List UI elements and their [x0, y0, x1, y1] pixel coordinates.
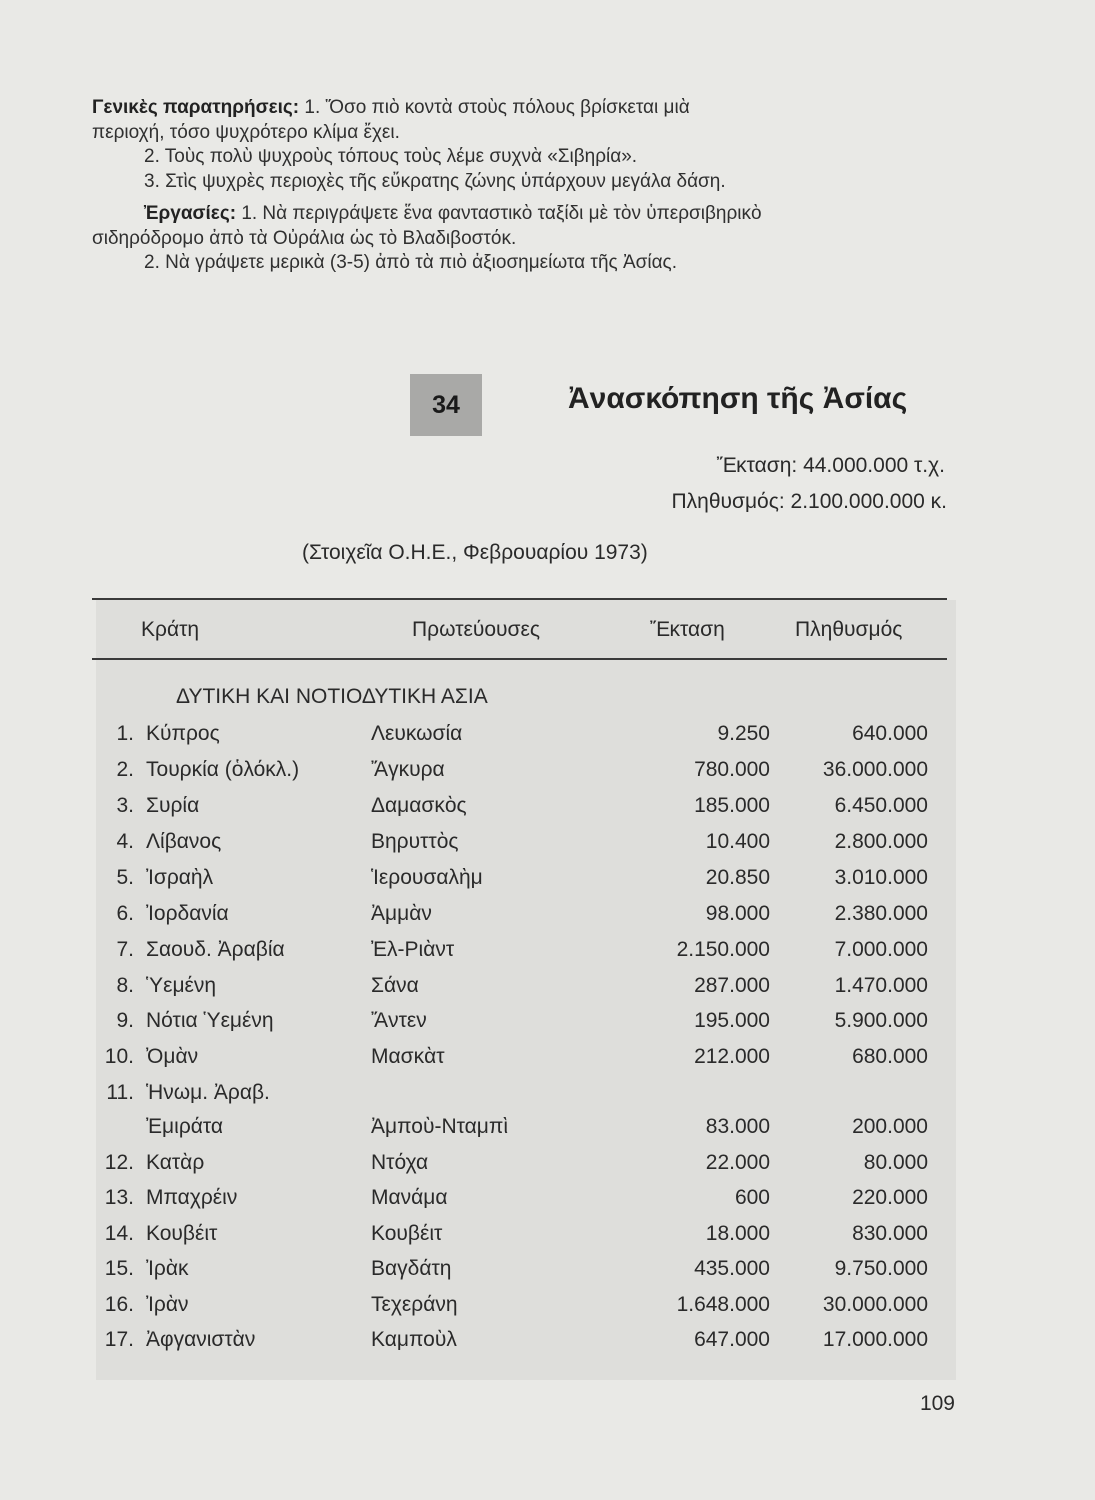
task-1-text: 1. Νὰ περιγράψετε ἕνα φανταστικὸ ταξίδι μὲ τὸν ὑπερσιβηρικὸ: [241, 203, 762, 224]
table-row: [0, 1081, 1095, 1115]
cell-area: 435.000: [694, 1257, 770, 1280]
cell-state: Τουρκία (ὁλόκλ.): [146, 758, 300, 781]
table-row: [0, 1222, 1095, 1256]
cell-area: 2.150.000: [676, 938, 770, 961]
cell-area: 1.648.000: [676, 1293, 770, 1316]
cell-population: 9.750.000: [834, 1257, 928, 1280]
table-row: [0, 902, 1095, 936]
cell-area: 10.400: [705, 830, 770, 853]
cell-population: 2.800.000: [834, 830, 928, 853]
cell-area: 647.000: [694, 1328, 770, 1351]
cell-area: 600: [734, 1186, 770, 1209]
table-row: [0, 1293, 1095, 1327]
cell-capital: Σάνα: [371, 974, 419, 997]
table-row: [0, 866, 1095, 900]
page-number: 109: [919, 1392, 955, 1415]
total-population: Πληθυσμός: 2.100.000.000 κ.: [671, 490, 947, 513]
cell-population: 2.380.000: [834, 902, 928, 925]
cell-capital: Καμποὺλ: [371, 1328, 457, 1351]
cell-population: 830.000: [852, 1222, 928, 1245]
cell-area: 22.000: [705, 1151, 770, 1174]
header-population: Πληθυσμός: [795, 618, 903, 641]
cell-num: 10.: [104, 1045, 134, 1068]
table-row: [0, 794, 1095, 828]
cell-state: Ἀφγανιστὰν: [146, 1328, 256, 1351]
cell-population: 6.450.000: [834, 794, 928, 817]
cell-capital: Ἄντεν: [371, 1009, 427, 1032]
cell-num: 3.: [116, 794, 134, 817]
cell-area: 98.000: [705, 902, 770, 925]
tasks-label: Ἐργασίες:: [144, 203, 237, 224]
cell-capital: Ἐλ-Ριὰντ: [371, 938, 455, 961]
cell-state: Νότια Ὑεμένη: [146, 1009, 274, 1032]
cell-population: 200.000: [852, 1115, 928, 1138]
table-row: [0, 1115, 1095, 1149]
table-row: [0, 974, 1095, 1008]
cell-num: 1.: [116, 722, 134, 745]
cell-capital: Ἱερουσαλὴμ: [371, 866, 483, 889]
cell-num: 4.: [116, 830, 134, 853]
cell-num: 2.: [116, 758, 134, 781]
cell-capital: Ἀμμὰν: [371, 902, 432, 925]
cell-capital: Βηρυττὸς: [371, 830, 459, 853]
cell-num: 17.: [104, 1328, 134, 1351]
cell-area: 780.000: [694, 758, 770, 781]
cell-population: 80.000: [863, 1151, 928, 1174]
cell-num: 8.: [116, 974, 134, 997]
cell-area: 18.000: [705, 1222, 770, 1245]
data-source: (Στοιχεῖα Ο.Η.Ε., Φεβρουαρίου 1973): [302, 541, 648, 564]
cell-population: 680.000: [852, 1045, 928, 1068]
cell-num: 14.: [104, 1222, 134, 1245]
cell-state: Ὀμὰν: [146, 1045, 199, 1068]
cell-capital: Ντόχα: [371, 1151, 429, 1174]
cell-state: Λίβανος: [146, 830, 222, 853]
header-state: Κράτη: [141, 618, 200, 641]
cell-capital: Δαμασκὸς: [371, 794, 467, 817]
cell-state: Συρία: [146, 794, 200, 817]
table-row: [0, 758, 1095, 792]
cell-area: 83.000: [705, 1115, 770, 1138]
cell-state: Κουβέιτ: [146, 1222, 218, 1245]
cell-area: 185.000: [694, 794, 770, 817]
table-row: [0, 830, 1095, 864]
cell-population: 36.000.000: [822, 758, 928, 781]
task-2: 2. Νὰ γράψετε μερικὰ (3-5) ἀπὸ τὰ πιὸ ἀξιοσημείωτα τῆς Ἀσίας.: [144, 252, 677, 273]
cell-num: 9.: [116, 1009, 134, 1032]
table-row: [0, 1045, 1095, 1079]
cell-state: Μπαχρέιν: [146, 1186, 238, 1209]
table-row: [0, 938, 1095, 972]
table-row: [0, 1186, 1095, 1220]
cell-state: Ἐμιράτα: [146, 1115, 224, 1138]
table-row: [0, 722, 1095, 756]
cell-state: Ἰρὰν: [146, 1293, 189, 1316]
cell-population: 3.010.000: [834, 866, 928, 889]
cell-population: 1.470.000: [834, 974, 928, 997]
cell-capital: Λευκωσία: [371, 722, 463, 745]
chapter-title: Ἀνασκόπηση τῆς Ἀσίας: [568, 382, 908, 415]
table-row: [0, 1257, 1095, 1291]
cell-population: 7.000.000: [834, 938, 928, 961]
header-area: Ἔκταση: [650, 618, 725, 641]
cell-num: 6.: [116, 902, 134, 925]
cell-capital: Μασκὰτ: [371, 1045, 445, 1068]
cell-capital: Κουβέιτ: [371, 1222, 443, 1245]
cell-num: 13.: [104, 1186, 134, 1209]
region-heading: ΔΥΤΙΚΗ ΚΑΙ ΝΟΤΙΟΔΥΤΙΚΗ ΑΣΙΑ: [176, 685, 488, 708]
cell-area: 212.000: [694, 1045, 770, 1068]
cell-state: Κατὰρ: [146, 1151, 205, 1174]
cell-state: Ἰορδανία: [146, 902, 229, 925]
cell-area: 195.000: [694, 1009, 770, 1032]
cell-num: 15.: [104, 1257, 134, 1280]
cell-area: 9.250: [717, 722, 770, 745]
cell-state: Κύπρος: [146, 722, 220, 745]
cell-population: 640.000: [852, 722, 928, 745]
cell-population: 5.900.000: [834, 1009, 928, 1032]
general-note-1-cont: περιοχή, τόσο ψυχρότερο κλίμα ἔχει.: [92, 121, 400, 143]
general-label: Γενικὲς παρατηρήσεις:: [92, 97, 300, 118]
cell-state: Σαουδ. Ἀραβία: [146, 938, 285, 961]
cell-population: 30.000.000: [822, 1293, 928, 1316]
cell-area: 20.850: [705, 866, 770, 889]
cell-capital: Μανάμα: [371, 1186, 448, 1209]
table-row: [0, 1328, 1095, 1362]
cell-capital: Ἄγκυρα: [371, 758, 445, 781]
chapter-number: 34: [410, 374, 482, 436]
cell-state: Ἰρὰκ: [146, 1257, 189, 1280]
general-note-2: 2. Τοὺς πολὺ ψυχροὺς τόπους τοὺς λέμε συχνὰ «Σιβηρία».: [144, 146, 638, 167]
cell-num: 16.: [104, 1293, 134, 1316]
cell-capital: Βαγδάτη: [371, 1257, 452, 1280]
general-note-3: 3. Στὶς ψυχρὲς περιοχὲς τῆς εὔκρατης ζώνης ὑπάρχουν μεγάλα δάση.: [144, 170, 726, 192]
general-note-1-text: 1. Ὅσο πιὸ κοντὰ στοὺς πόλους βρίσκεται μιὰ: [304, 97, 690, 118]
cell-area: 287.000: [694, 974, 770, 997]
cell-population: 220.000: [852, 1186, 928, 1209]
table-row: [0, 1151, 1095, 1185]
cell-num: 5.: [116, 866, 134, 889]
cell-state: Ἡνωμ. Ἀραβ.: [146, 1081, 270, 1104]
cell-num: 12.: [104, 1151, 134, 1174]
cell-capital: Τεχεράνη: [371, 1293, 458, 1316]
header-capital: Πρωτεύουσες: [412, 618, 540, 641]
cell-capital: Ἀμποὺ-Νταμπὶ: [371, 1115, 509, 1138]
task-1-cont: σιδηρόδρομο ἀπὸ τὰ Οὐράλια ὡς τὸ Βλαδιβοστόκ.: [92, 227, 517, 249]
cell-population: 17.000.000: [822, 1328, 928, 1351]
cell-num: 11.: [106, 1081, 134, 1104]
cell-state: Ἰσραὴλ: [146, 866, 214, 889]
total-area: Ἔκταση: 44.000.000 τ.χ.: [716, 454, 945, 477]
table-row: [0, 1009, 1095, 1043]
cell-num: 7.: [116, 938, 134, 961]
cell-state: Ὑεμένη: [146, 974, 217, 997]
